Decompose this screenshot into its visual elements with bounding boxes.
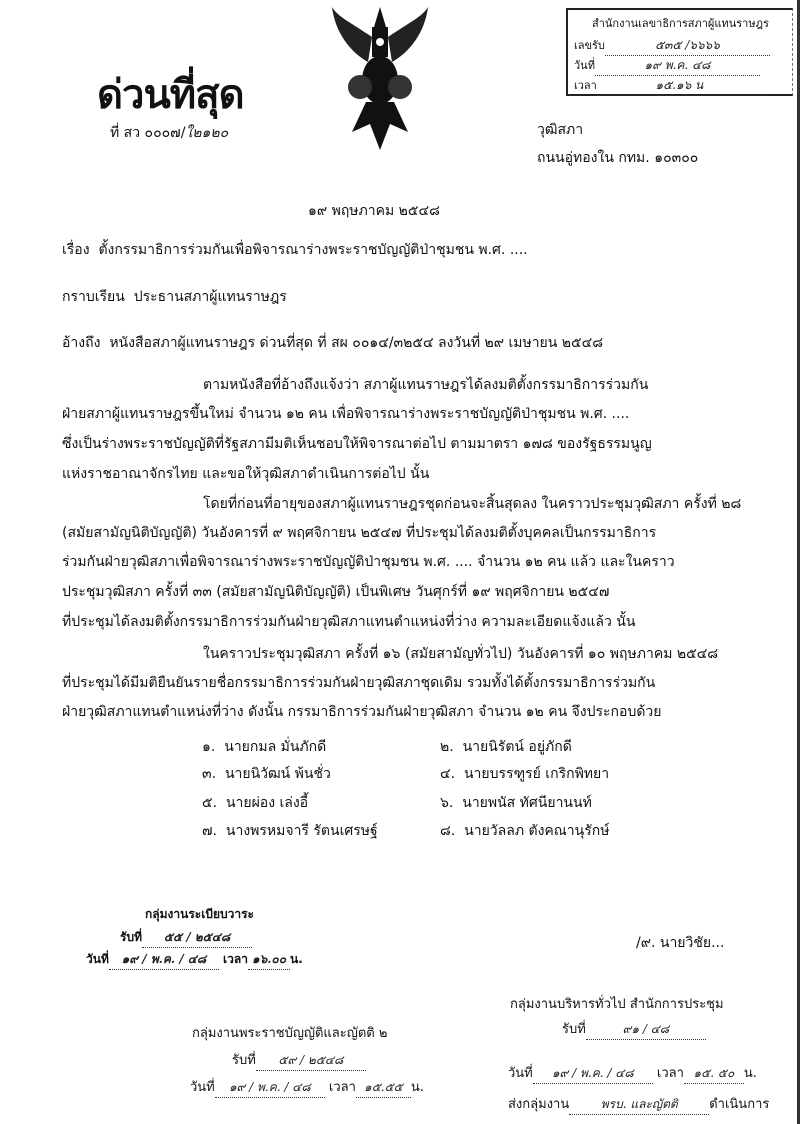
stamp-legislation-date: วันที่ ๑๙ / พ.ค. / ๔๘ เวลา ๑๕.๕๕ น.: [190, 1076, 424, 1098]
subject-label: เรื่อง: [62, 242, 90, 258]
garuda-emblem-icon: [330, 2, 430, 152]
stamp-agenda-recv: รับที่ ๕๕ / ๒๕๔๘: [120, 928, 252, 948]
receipt-row-number: [574, 36, 770, 56]
stamp-agenda-title: กลุ่มงานระเบียบวาระ: [145, 907, 254, 921]
receipt-stamp-box: [566, 8, 793, 96]
receipt-office: สำนักงานเลขาธิการสภาผู้แทนราษฎร: [592, 17, 769, 30]
member-item: ๕. นายผ่อง เล่งอี้: [202, 795, 309, 811]
salutation-label: กราบเรียน: [62, 289, 125, 305]
stamp-legislation-recv: รับที่ ๕๙ / ๒๕๔๘: [232, 1049, 366, 1071]
member-item: ๑. นายกมล มั่นภักดี: [202, 739, 327, 755]
ref-no-printed: ที่ สว ๐๐๐๗/: [110, 125, 186, 141]
reference-text: หนังสือสภาผู้แทนราษฎร ด่วนที่สุด ที่ สผ ๐๐๑๔/๓๒๕๔ ลงวันที่ ๒๙ เมษายน ๒๕๔๘: [109, 335, 604, 351]
body-line: ฝ่ายวุฒิสภาแทนตำแหน่งที่ว่าง ดังนั้น กรรมาธิการร่วมกันฝ่ายวุฒิสภา จำนวน ๑๒ คน จึงประกอบด้วย: [62, 704, 662, 720]
subject-text: ตั้งกรรมาธิการร่วมกันเพื่อพิจารณาร่างพระราชบัญญัติป่าชุมชน พ.ศ. ....: [98, 242, 528, 258]
receipt-row-date: [574, 56, 760, 76]
receipt-value: ๑๕.๑๖ น: [597, 76, 762, 96]
stamp-admin-date: วันที่ ๑๙ / พ.ค. / ๔๘ เวลา ๑๕. ๕๐ น.: [508, 1062, 757, 1084]
stamp-admin-recv: รับที่ ๙๑ / ๔๘: [562, 1018, 706, 1040]
body-line: ที่ประชุมได้ลงมติตั้งกรรมาธิการร่วมกันฝ่ายวุฒิสภาแทนตำแหน่งที่ว่าง ความละเอียดแจ้งแล้ว นั้น: [62, 614, 636, 630]
member-item: ๘. นายวัลลภ ตังคณานุรักษ์: [440, 823, 610, 839]
body-line: ที่ประชุมได้มีมติยืนยันรายชื่อกรรมาธิการร่วมกันฝ่ายวุฒิสภาชุดเดิม รวมทั้งได้ตั้งกรรมาธิการร่วมกัน: [62, 675, 656, 691]
receipt-label: เลขรับ: [574, 39, 605, 52]
body-line: ซึ่งเป็นร่างพระราชบัญญัติที่รัฐสภามีมติเห็นชอบให้พิจารณาต่อไป ตามมาตรา ๑๗๘ ของรัฐธรรมนูญ: [62, 436, 652, 452]
member-item: ๒. นายนิรัตน์ อยู่ภักดี: [440, 739, 572, 755]
body-line: ในคราวประชุมวุฒิสภา ครั้งที่ ๑๖ (สมัยสามัญทั่วไป) วันอังคารที่ ๑๐ พฤษภาคม ๒๕๔๘: [203, 646, 719, 662]
subject-line: [62, 241, 528, 259]
body-line: ประชุมวุฒิสภา ครั้งที่ ๓๓ (สมัยสามัญนิติบัญญัติ) เป็นพิเศษ วันศุกร์ที่ ๑๙ พฤศจิกายน ๒๕๔๗: [62, 584, 610, 600]
ref-no-handwritten: ใ๒๑๒๐: [185, 125, 229, 141]
continuation-marker: /๙. นายวิชัย...: [636, 935, 725, 951]
stamp-admin-title: กลุ่มงานบริหารทั่วไป สำนักการประชุม: [510, 997, 724, 1012]
document-date: ๑๙ พฤษภาคม ๒๕๔๘: [308, 203, 440, 219]
salutation-text: ประธานสภาผู้แทนราษฎร: [133, 289, 287, 305]
sender-address: ถนนอู่ทองใน กทม. ๑๐๓๐๐: [537, 150, 699, 166]
stamp-legislation-title: กลุ่มงานพระราชบัญญัติและญัตติ ๒: [192, 1026, 388, 1041]
reference-line: [62, 334, 603, 352]
body-line: ร่วมกันฝ่ายวุฒิสภาเพื่อพิจารณาร่างพระราชบัญญัติป่าชุมชน พ.ศ. .... จำนวน ๑๒ คน แล้ว และในคราว: [62, 554, 675, 570]
body-line: โดยที่ก่อนที่อายุของสภาผู้แทนราษฎรชุดก่อนจะสิ้นสุดลง ในคราวประชุมวุฒิสภา ครั้งที่ ๒๘: [203, 496, 742, 512]
body-line: แห่งราชอาณาจักรไทย และขอให้วุฒิสภาดำเนินการต่อไป นั้น: [62, 466, 430, 482]
stamp-admin-send: ส่งกลุ่มงาน พรบ. และญัตติ ดำเนินการ: [508, 1093, 769, 1115]
member-item: ๖. นายพนัส ทัศนียานนท์: [440, 795, 592, 811]
receipt-label: เวลา: [574, 79, 597, 92]
reference-label: อ้างถึง: [62, 335, 101, 351]
receipt-value: ๕๓๕ /๖๖๖๖: [605, 36, 770, 56]
body-line: (สมัยสามัญนิติบัญญัติ) วันอังคารที่ ๙ พฤศจิกายน ๒๕๔๗ ที่ประชุมได้ลงมติตั้งบุคคลเป็นกรรมาธิการ: [62, 525, 657, 541]
urgency-label: ด่วนที่สุด: [97, 72, 244, 118]
body-line: ฝ่ายสภาผู้แทนราษฎรขึ้นใหม่ จำนวน ๑๒ คน เพื่อพิจารณาร่างพระราชบัญญัติป่าชุมชน พ.ศ. ....: [62, 406, 630, 422]
member-item: ๔. นายบรรฑูรย์ เกริกพิทยา: [440, 766, 610, 782]
salutation-line: [62, 288, 287, 306]
member-item: ๓. นายนิวัฒน์ พ้นชั่ว: [202, 766, 331, 782]
receipt-row-time: [574, 76, 762, 96]
sender-name: วุฒิสภา: [537, 122, 584, 138]
member-item: ๗. นางพรหมจารี รัตนเศรษฐ์: [202, 823, 378, 839]
receipt-value: ๑๙ พ.ค. ๔๘: [595, 56, 760, 76]
receipt-label: วันที่: [574, 59, 595, 72]
body-line: ตามหนังสือที่อ้างถึงแจ้งว่า สภาผู้แทนราษฎรได้ลงมติตั้งกรรมาธิการร่วมกัน: [203, 377, 649, 393]
stamp-agenda-date: วันที่ ๑๙ / พ.ค. / ๔๘ เวลา ๑๖.๐๐ น.: [86, 950, 303, 970]
reference-number: [110, 124, 228, 142]
